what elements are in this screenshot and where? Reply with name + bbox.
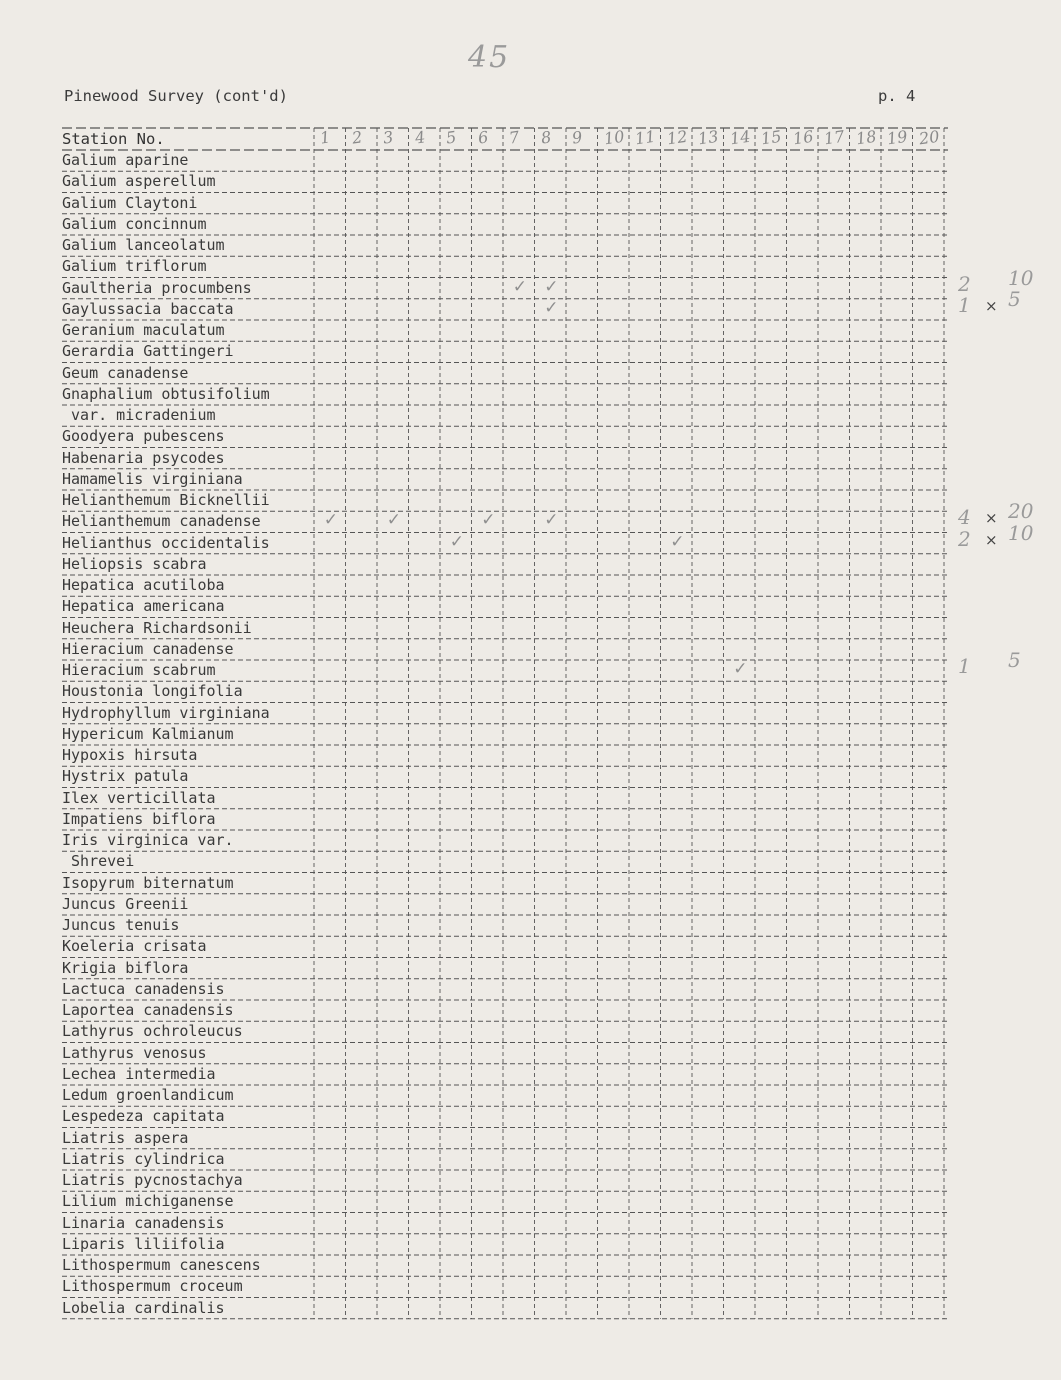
species-name: Gaultheria procumbens <box>62 278 252 297</box>
species-name: Krigia biflora <box>62 958 189 977</box>
station-number: 6 <box>476 127 489 148</box>
margin-x-mark: × <box>985 509 998 528</box>
species-name: Hypericum Kalmianum <box>62 724 234 743</box>
species-name: Lithospermum canescens <box>62 1256 261 1274</box>
margin-count: 4 <box>958 505 971 530</box>
station-number: 14 <box>728 126 752 149</box>
species-name: Galium lanceolatum <box>62 236 225 254</box>
check-mark: ✓ <box>544 297 559 318</box>
margin-count: 2 <box>958 526 971 551</box>
species-name: Koeleria crisata <box>62 937 207 956</box>
species-name: Galium Claytoni <box>62 193 198 212</box>
station-number: 2 <box>350 127 363 148</box>
species-name: Impatiens biflora <box>62 809 216 828</box>
species-name: Linaria canadensis <box>62 1213 225 1232</box>
check-mark: ✓ <box>386 510 401 531</box>
check-mark: ✓ <box>670 531 685 552</box>
species-name: Goodyera pubescens <box>62 427 225 446</box>
species-name: Galium aparine <box>62 151 189 169</box>
species-name: Ledum groenlandicum <box>62 1086 234 1104</box>
species-name: Lathyrus ochroleucus <box>62 1022 243 1041</box>
margin-value: 5 <box>1008 648 1021 672</box>
species-name: Iris virginica var. <box>62 831 234 849</box>
station-number: 9 <box>570 127 584 148</box>
species-name: Galium triflorum <box>62 257 207 276</box>
margin-count: 2 <box>958 271 971 296</box>
station-number: 12 <box>665 126 689 149</box>
species-name: Geranium maculatum <box>62 321 225 339</box>
check-mark: ✓ <box>544 276 559 297</box>
check-mark: ✓ <box>544 510 559 531</box>
species-name: Juncus tenuis <box>62 916 180 934</box>
species-name: Laportea canadensis <box>62 1001 234 1019</box>
species-name: Hydrophyllum virginiana <box>62 703 270 722</box>
species-name: Gerardia Gattingeri <box>62 342 234 361</box>
species-name: Hieracium scabrum <box>62 661 216 679</box>
station-number: 7 <box>507 127 521 148</box>
check-mark: ✓ <box>512 276 527 297</box>
species-name: Lithospermum croceum <box>62 1277 243 1296</box>
page-label: p. 4 <box>878 87 916 105</box>
species-name: Lechea intermedia <box>62 1064 216 1083</box>
species-name: Hamamelis virginiana <box>62 469 243 488</box>
station-number: 18 <box>854 126 878 149</box>
species-name: Ilex verticillata <box>62 788 216 807</box>
species-name: Hieracium canadense <box>62 639 234 658</box>
species-name: Geum canadense <box>62 363 189 382</box>
station-number: 4 <box>413 127 426 148</box>
species-name: Hepatica acutiloba <box>62 576 225 594</box>
station-number: 13 <box>696 126 720 149</box>
station-number: 8 <box>539 127 552 148</box>
species-name: Shrevei <box>62 852 135 871</box>
species-name: Hepatica americana <box>62 597 225 616</box>
check-mark: ✓ <box>323 510 338 531</box>
species-name: Lactuca canadensis <box>62 979 225 998</box>
station-number: 17 <box>822 126 846 149</box>
species-name: var. micradenium <box>62 406 216 424</box>
margin-count: 1 <box>958 292 971 317</box>
species-name: Isopyrum biternatum <box>62 873 234 892</box>
species-name: Lilium michiganense <box>62 1192 234 1211</box>
species-name: Heuchera Richardsonii <box>62 618 252 637</box>
species-name: Lespedeza capitata <box>62 1107 225 1126</box>
station-number: 15 <box>759 126 783 149</box>
species-name: Gnaphalium obtusifolium <box>62 384 270 403</box>
station-number: 10 <box>602 126 626 149</box>
check-mark: ✓ <box>449 531 464 552</box>
handwritten-page-number: 45 <box>468 40 511 75</box>
species-name: Galium concinnum <box>62 214 207 233</box>
species-name: Juncus Greenii <box>62 894 189 913</box>
check-mark: ✓ <box>733 659 748 679</box>
species-name: Habenaria psycodes <box>62 448 225 467</box>
species-name: Liatris cylindrica <box>62 1149 225 1168</box>
station-number: 5 <box>444 127 458 148</box>
margin-value: 20 <box>1008 499 1034 524</box>
species-name: Galium asperellum <box>62 172 216 191</box>
species-name: Helianthemum Bicknellii <box>62 491 270 509</box>
station-number: 16 <box>791 126 815 149</box>
station-number: 11 <box>633 126 657 149</box>
species-name: Hystrix patula <box>62 767 189 786</box>
station-number: 3 <box>381 127 395 148</box>
species-name: Houstonia longifolia <box>62 682 243 701</box>
margin-value: 10 <box>1008 265 1034 290</box>
species-name: Hypoxis hirsuta <box>62 746 198 764</box>
species-name: Liatris aspera <box>62 1128 189 1147</box>
species-name: Helianthemum canadense <box>62 512 261 531</box>
station-number: 19 <box>885 126 909 149</box>
margin-x-mark: × <box>985 530 998 549</box>
check-mark: ✓ <box>481 510 496 531</box>
station-number: 20 <box>917 126 941 149</box>
species-name: Lobelia cardinalis <box>62 1298 225 1317</box>
species-name: Gaylussacia baccata <box>62 299 234 318</box>
station-number: 1 <box>318 127 332 148</box>
margin-count: 1 <box>958 654 971 678</box>
document-title: Pinewood Survey (cont'd) <box>64 87 288 105</box>
species-name: Lathyrus venosus <box>62 1043 207 1062</box>
margin-value: 5 <box>1008 286 1021 311</box>
species-name: Liatris pycnostachya <box>62 1171 243 1189</box>
margin-value: 10 <box>1008 520 1034 545</box>
species-name: Helianthus occidentalis <box>62 533 270 552</box>
station-label: Station No. <box>62 130 165 148</box>
margin-x-mark: × <box>985 296 998 315</box>
species-name: Liparis liliifolia <box>62 1234 225 1253</box>
species-name: Heliopsis scabra <box>62 554 207 573</box>
